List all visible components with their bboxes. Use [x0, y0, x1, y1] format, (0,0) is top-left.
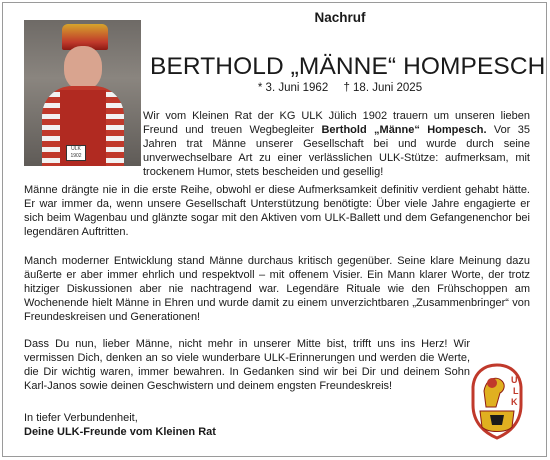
- ulk-crest-logo: [466, 361, 528, 441]
- paragraph-intro-name: Berthold „Männe“ Hompesch.: [321, 124, 487, 137]
- paragraph-intro-rest: Vor 35 Jahren trat Männe unserer Gesellschaft bei und wurde durch seine unverwechselbare Art zu einer verlässlichen ULK-Stütze: aufmerksam, mit trockenem Humor, stets bescheiden und gesellig!: [143, 124, 530, 179]
- logo-letter-u: U: [511, 375, 518, 385]
- portrait-photo: [24, 20, 141, 166]
- paragraph-intro-text: Wir vom Kleinen Rat der KG ULK Jülich 1902 trauern um unseren lieben Freund und treuen Wegbegleiter: [143, 110, 530, 137]
- logo-letter-l: L: [513, 386, 519, 396]
- paragraph-character: Manch moderner Entwicklung stand Männe durchaus kritisch gegenüber. Seine klare Meinung dazu äußerte er aber immer ehrlich und respektvoll – mit offenem Visier. Ein Mann klarer Worte, der trotz hitziger Diskussionen aber nie nachtragend war. Legendäre Rituale wie den Frühschoppen am Wochenende hielt Männe in Ehren und wurde damit zu einem unverzichtbaren „Zusammenbringer“ von Freundeskreisen und Generationen!: [24, 255, 530, 324]
- death-date: † 18. Juni 2025: [343, 82, 423, 94]
- closing-line: In tiefer Verbundenheit,: [24, 412, 138, 424]
- signature: Deine ULK-Freunde vom Kleinen Rat: [24, 426, 216, 439]
- deceased-name: BERTHOLD „MÄNNE“ HOMPESCH: [150, 53, 546, 80]
- logo-letter-k: K: [511, 397, 518, 407]
- life-dates: [150, 82, 530, 94]
- birth-date: * 3. Juni 1962: [257, 82, 329, 94]
- page-title: Nachruf: [314, 10, 366, 25]
- paragraph-intro: [143, 109, 530, 179]
- paragraph-farewell: Dass Du nun, lieber Männe, nicht mehr in unserer Mitte bist, trifft uns ins Herz! Wir vermissen Dich, denken an so viele wunderbare ULK-Erinnerungen und werden die Werte, die Dir wichtig waren, immer bewahren. In Gedanken sind wir bei Dir und deinem Sohn Karl-Janos sowie deinen Geschwistern und deinem engsten Freundeskreis!: [24, 338, 470, 393]
- photo-badge: ULK 1902: [66, 145, 86, 161]
- paragraph-engagement: Männe drängte nie in die erste Reihe, obwohl er diese Aufmerksamkeit definitiv verdient gehabt hätte. Er war immer da, wenn unsere Gesellschaft Unterstützung benötigte: Über viele Jahre engagierte er sich beim Wagenbau und glänzte sogar mit den Aktiven vom ULK-Ballett und dem Gefangenenchor bei legendären Auftritten.: [24, 184, 530, 239]
- closing-block: [24, 411, 216, 439]
